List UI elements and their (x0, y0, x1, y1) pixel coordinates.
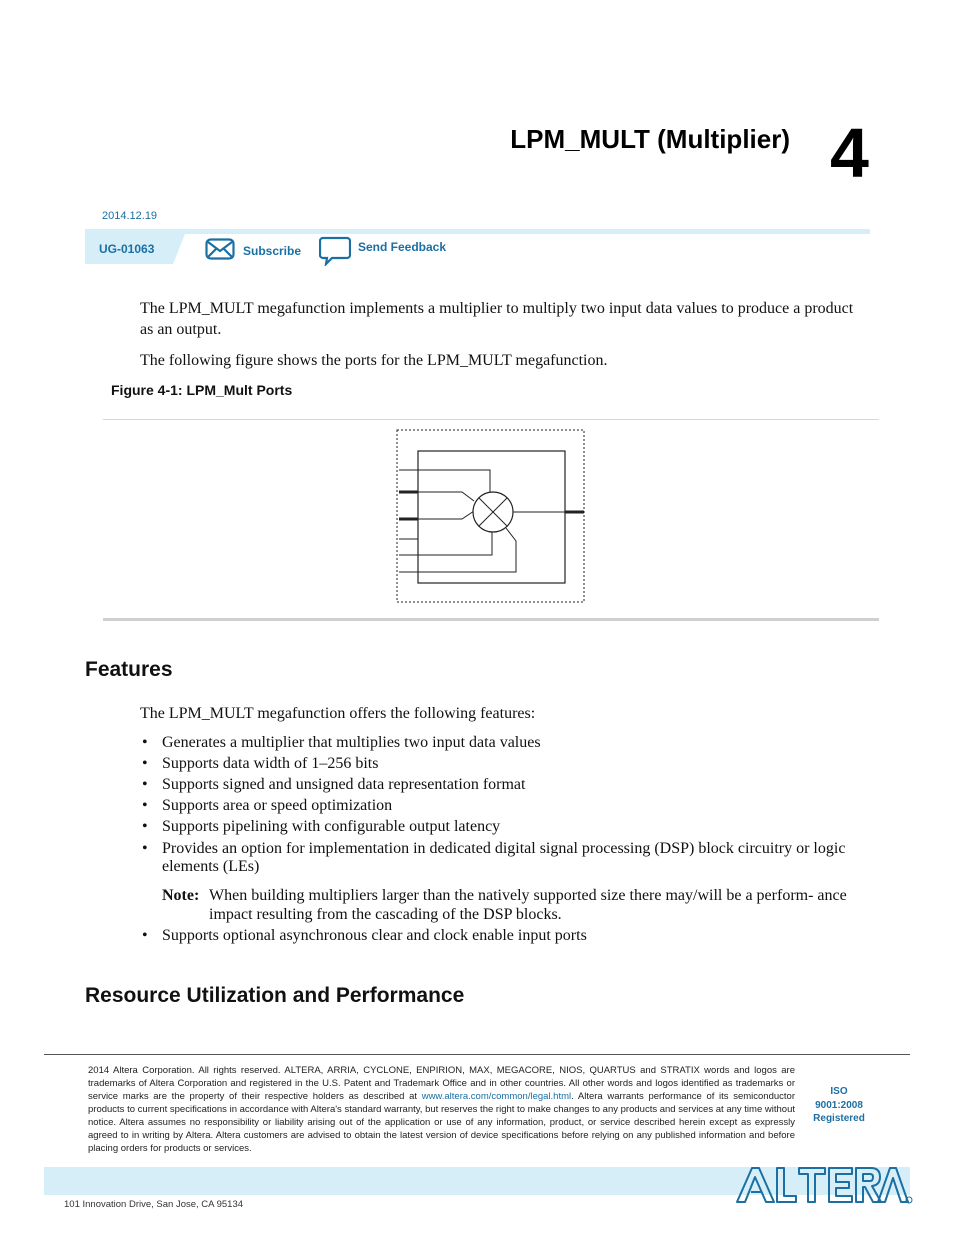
iso-badge[interactable] (805, 1085, 873, 1126)
list-item (140, 925, 870, 946)
list-item (140, 795, 870, 816)
legal-text-end: . Altera warrants performance of its semiconductor products to current specifications in accordance with Altera's standard warranty, but reserves the right to make changes to any products and services at any time without notice. Altera assumes no responsibility or liability arising out of the application or use of any information, product, or service described herein except as expressly agreed to in writing by Altera. Altera customers are advised to obtain the latest version of device specifications before relying on any published information and before placing orders for products or services. (88, 1091, 795, 1154)
intro-paragraph-1: The LPM_MULT megafunction implements a multiplier to multiply two input data values to produce a product as an output. (140, 300, 854, 338)
feature-text: Supports pipelining with configurable output latency (162, 818, 501, 835)
feature-text: Generates a multiplier that multiplies two input data values (162, 734, 541, 751)
send-feedback-link[interactable]: Send Feedback (358, 240, 447, 254)
legal-notice (88, 1064, 795, 1155)
doc-date: 2014.12.19 (102, 210, 158, 222)
bullet: • (142, 927, 148, 944)
chapter-number: 4 (830, 114, 869, 192)
bullet: • (142, 734, 148, 751)
lpm-mult-ports-diagram (396, 429, 586, 604)
features-heading: Features (85, 658, 173, 681)
feature-text: Supports optional asynchronous clear and clock enable input ports (162, 927, 587, 944)
figure-bottom-rule (103, 618, 879, 621)
features-list (140, 732, 870, 876)
speech-bubble-icon[interactable] (319, 236, 351, 266)
feature-text: Provides an option for implementation in dedicated digital signal processing (DSP) block circuitry or logic elements (LEs) (162, 840, 846, 875)
iso-line: 9001:2008 (815, 1099, 863, 1111)
note-text: When building multipliers larger than the natively supported size there may/will be a perform- ance impact resulting from the cascading of the DSP blocks. (209, 887, 847, 923)
wire-clock (418, 470, 490, 498)
bullet: • (142, 797, 148, 814)
doc-id: UG-01063 (99, 242, 155, 256)
subscribe-link[interactable]: Subscribe (243, 244, 302, 258)
list-item (140, 816, 870, 837)
iso-line: ISO (830, 1086, 848, 1097)
iso-line: Registered (813, 1113, 865, 1124)
footer-rule (44, 1054, 910, 1055)
note-block (162, 886, 862, 924)
company-address: 101 Innovation Drive, San Jose, CA 95134 (64, 1199, 244, 1210)
list-item (140, 753, 870, 774)
resource-heading: Resource Utilization and Performance (85, 984, 465, 1007)
wire-aclr (418, 528, 516, 572)
wire-dataa (418, 492, 474, 501)
note-label: Note: (162, 887, 200, 904)
envelope-icon[interactable] (205, 238, 235, 260)
legal-link[interactable]: www.altera.com/common/legal.html (421, 1091, 572, 1102)
doc-info-bar (85, 229, 870, 263)
list-item (140, 774, 870, 795)
features-list-continued (140, 925, 870, 946)
altera-logo (735, 1163, 913, 1207)
bullet: • (142, 840, 148, 857)
list-item (140, 732, 870, 753)
list-item (140, 837, 870, 876)
feature-text: Supports signed and unsigned data representation format (162, 776, 526, 793)
bullet: • (142, 776, 148, 793)
wire-datab (418, 511, 474, 519)
doc-bar-line (85, 229, 870, 234)
chapter-title: LPM_MULT (Multiplier) (510, 124, 790, 154)
features-intro: The LPM_MULT megafunction offers the following features: (140, 705, 536, 722)
feature-text: Supports data width of 1–256 bits (162, 755, 379, 772)
legal-text: 2014 Altera Corporation. All rights reserved. ALTERA, ARRIA, CYCLONE, ENPIRION, MAX, MEGACORE, NIOS, QUARTUS and STRATIX words and logos are trademarks of Altera Corporation and registered in the U.S. Patent and Trademark Office and in other countries. All other words and logos identified as trademarks or service marks are the property of their respective holders as described at (88, 1065, 795, 1102)
wire-clken (418, 531, 492, 555)
bullet: • (142, 818, 148, 835)
figure-caption: Figure 4-1: LPM_Mult Ports (111, 382, 293, 398)
figure-top-rule (103, 419, 879, 420)
bullet: • (142, 755, 148, 772)
intro-paragraph-2: The following figure shows the ports for the LPM_MULT megafunction. (140, 352, 608, 369)
feature-text: Supports area or speed optimization (162, 797, 393, 814)
